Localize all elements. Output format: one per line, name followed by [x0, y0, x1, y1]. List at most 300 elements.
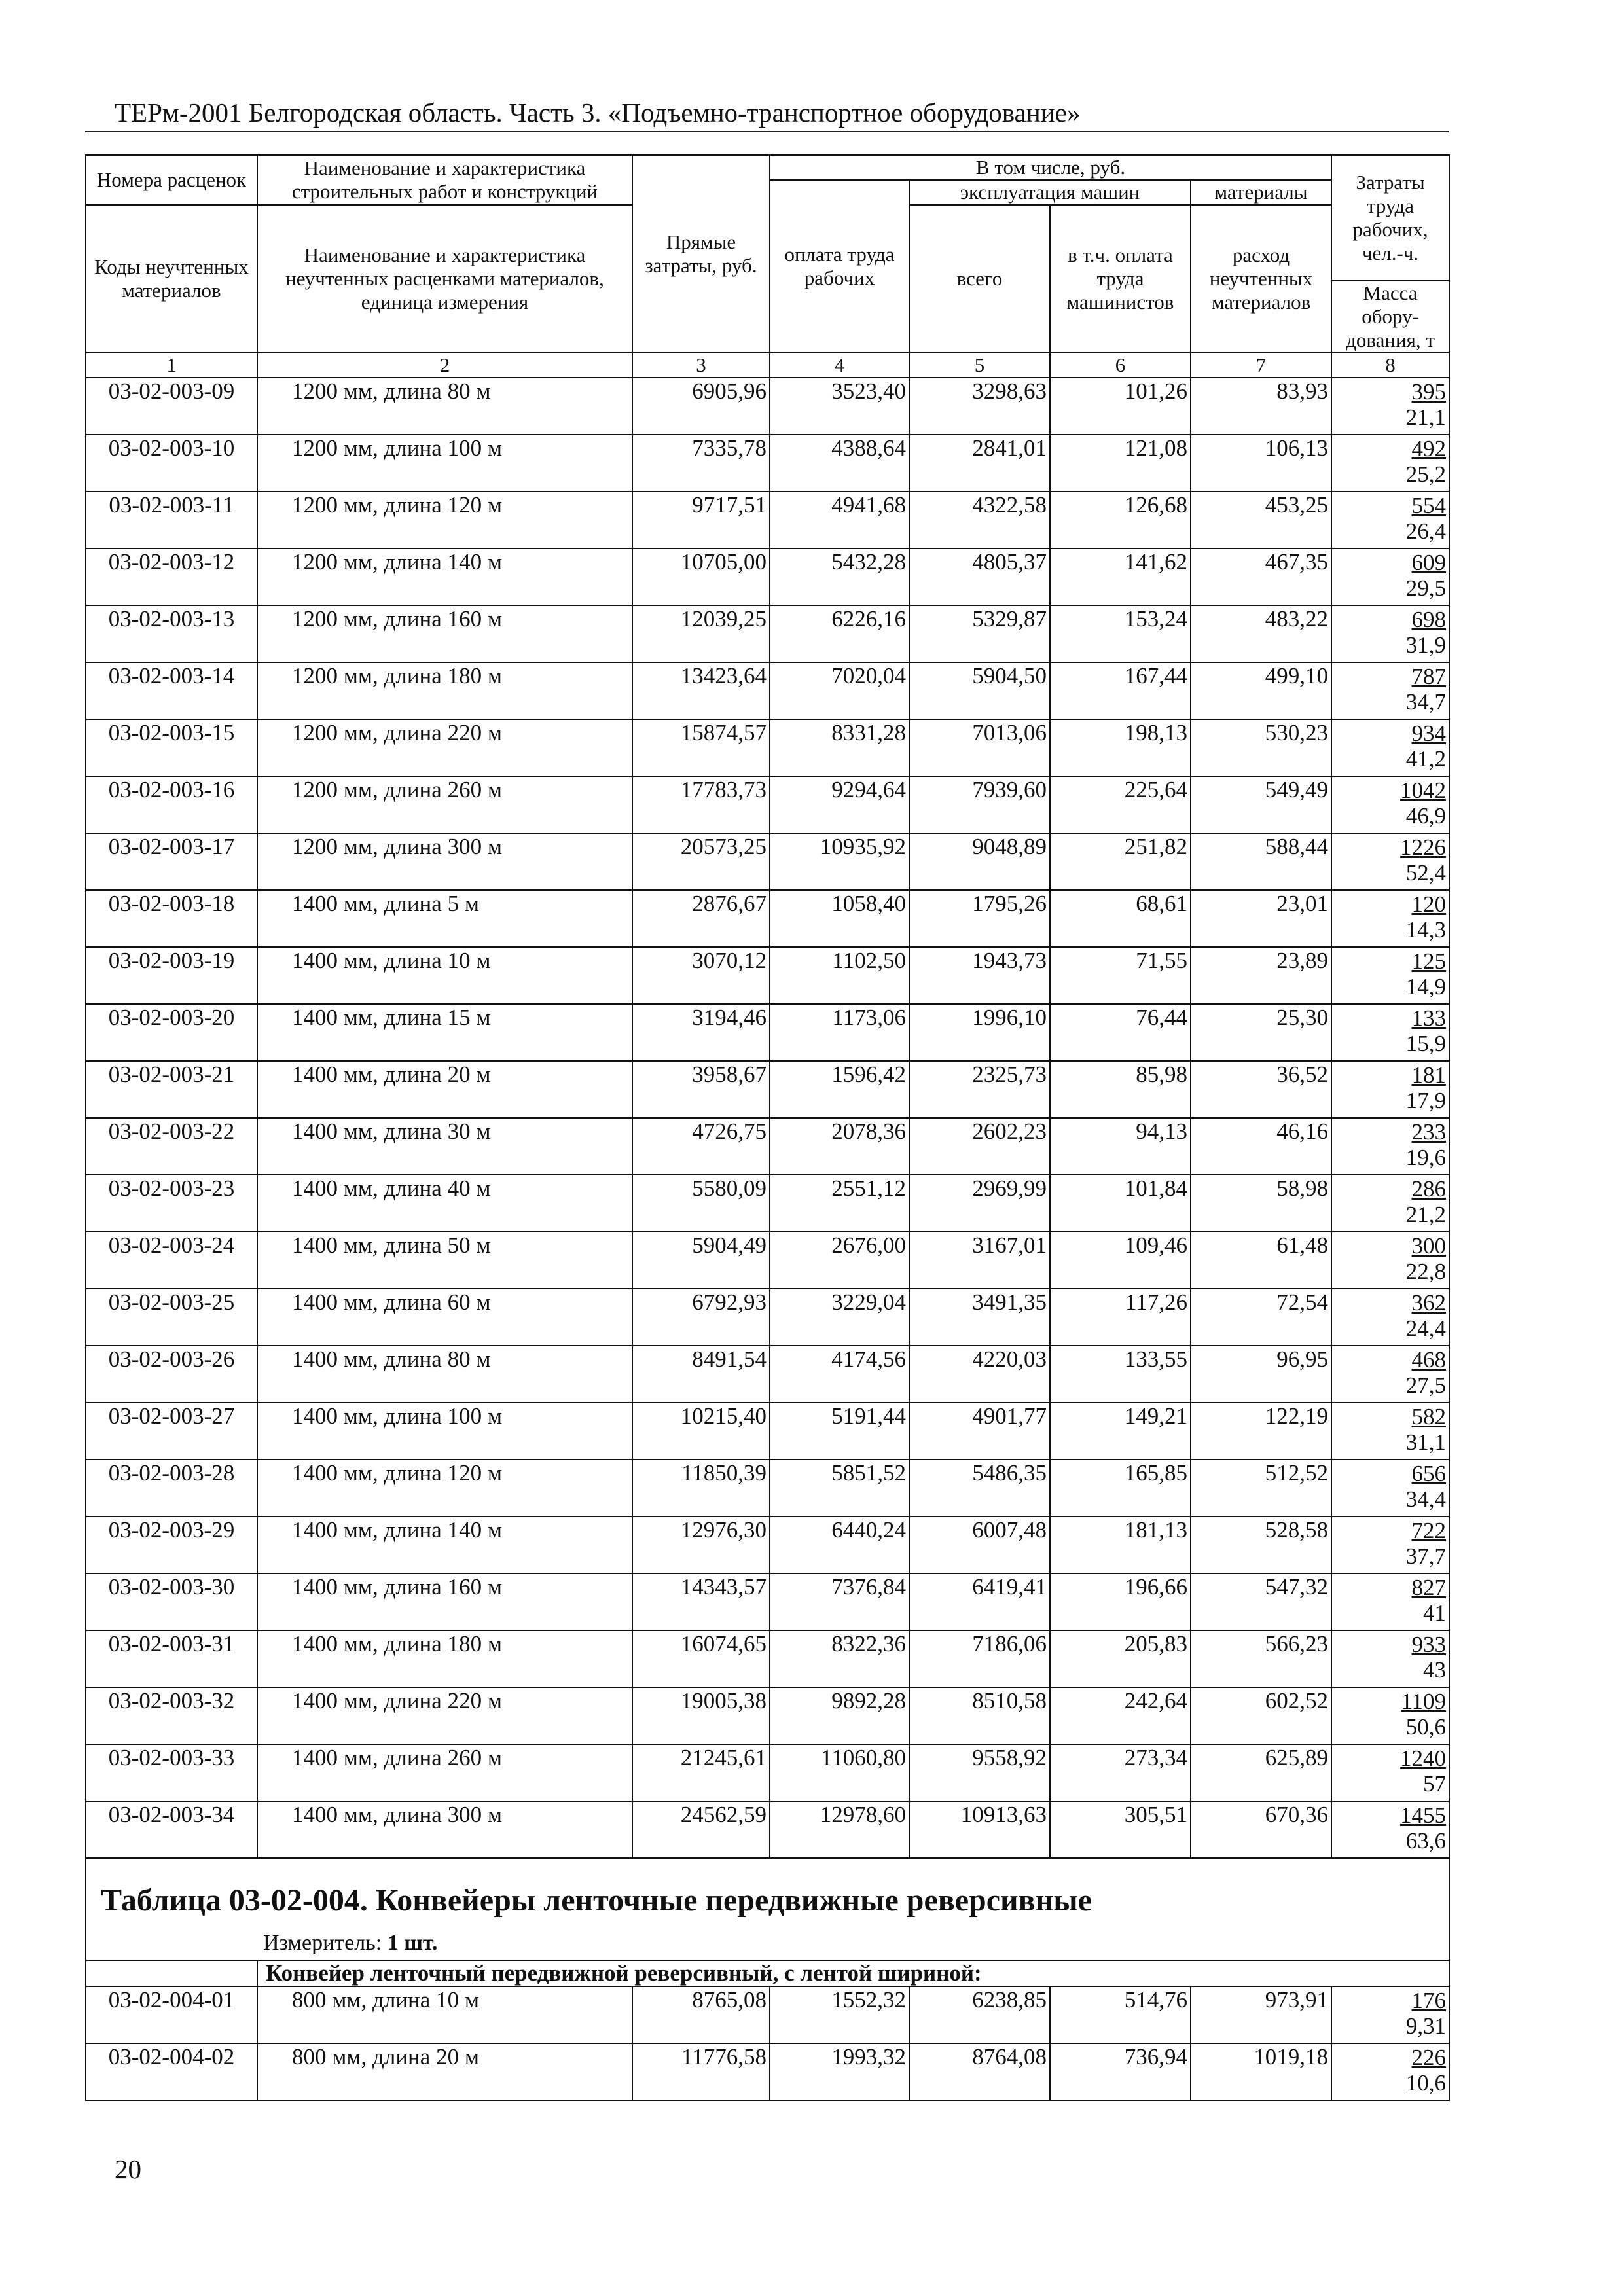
labor-hours-value: 300: [1411, 1233, 1447, 1259]
rate-name: 1400 мм, длина 5 м: [257, 890, 632, 947]
rate-name: 1200 мм, длина 180 м: [257, 662, 632, 719]
column-number: 4: [770, 353, 909, 378]
rate-name: 1200 мм, длина 260 м: [257, 776, 632, 833]
labor-hours-mass-cell: [1331, 548, 1449, 605]
machine-labor-cost: 121,08: [1050, 435, 1191, 492]
labor-hours-mass-cell: [1331, 435, 1449, 492]
machine-labor-cost: 68,61: [1050, 890, 1191, 947]
mass-value: 15,9: [1405, 1031, 1447, 1056]
material-cost: 670,36: [1191, 1801, 1331, 1858]
mass-value: 37,7: [1405, 1543, 1447, 1569]
rate-code: 03-02-003-32: [86, 1687, 257, 1744]
labor-hours-value: 656: [1411, 1461, 1447, 1486]
rate-name: 1200 мм, длина 100 м: [257, 435, 632, 492]
labor-cost: 12978,60: [770, 1801, 909, 1858]
rate-name: 1400 мм, длина 120 м: [257, 1460, 632, 1516]
rate-name: 1400 мм, длина 80 м: [257, 1346, 632, 1403]
table-row: [86, 1232, 1449, 1289]
labor-hours-mass-cell: [1331, 1630, 1449, 1687]
rate-name: 1400 мм, длина 220 м: [257, 1687, 632, 1744]
labor-hours-mass-cell: [1331, 1744, 1449, 1801]
material-cost: 83,93: [1191, 378, 1331, 435]
material-cost: 467,35: [1191, 548, 1331, 605]
direct-cost: 4726,75: [632, 1118, 770, 1175]
machine-cost: 2325,73: [909, 1061, 1050, 1118]
labor-cost: 4388,64: [770, 435, 909, 492]
machine-cost: 7186,06: [909, 1630, 1050, 1687]
labor-hours-mass-cell: [1331, 1460, 1449, 1516]
mass-value: 22,8: [1405, 1259, 1447, 1284]
table-row: [86, 1687, 1449, 1744]
labor-cost: 1552,32: [770, 1986, 909, 2043]
material-cost: 58,98: [1191, 1175, 1331, 1232]
labor-cost: 11060,80: [770, 1744, 909, 1801]
labor-hours-mass-cell: [1331, 1986, 1449, 2043]
machine-labor-cost: 273,34: [1050, 1744, 1191, 1801]
table-row: [86, 890, 1449, 947]
labor-hours-mass-cell: [1331, 1289, 1449, 1346]
rate-code: 03-02-004-01: [86, 1986, 257, 2043]
rate-name: 1400 мм, длина 140 м: [257, 1516, 632, 1573]
labor-hours-value: 286: [1411, 1176, 1447, 1202]
direct-cost: 11776,58: [632, 2043, 770, 2100]
subheading-row: [86, 1960, 1449, 1986]
rate-name: 1400 мм, длина 10 м: [257, 947, 632, 1004]
table-row: [86, 2043, 1449, 2100]
machine-cost: 8510,58: [909, 1687, 1050, 1744]
material-cost: 549,49: [1191, 776, 1331, 833]
machine-cost: 7939,60: [909, 776, 1050, 833]
material-cost: 61,48: [1191, 1232, 1331, 1289]
machine-cost: 3167,01: [909, 1232, 1050, 1289]
labor-hours-mass-cell: [1331, 378, 1449, 435]
labor-hours-value: 233: [1411, 1119, 1447, 1145]
material-cost: 566,23: [1191, 1630, 1331, 1687]
machine-cost: 6419,41: [909, 1573, 1050, 1630]
rate-name: 1400 мм, длина 40 м: [257, 1175, 632, 1232]
machine-cost: 2602,23: [909, 1118, 1050, 1175]
section-title-row: [86, 1858, 1449, 1960]
direct-cost: 19005,38: [632, 1687, 770, 1744]
labor-hours-value: 125: [1411, 948, 1447, 974]
rate-name: 1400 мм, длина 20 м: [257, 1061, 632, 1118]
mass-value: 57: [1423, 1771, 1447, 1797]
machine-labor-cost: 126,68: [1050, 492, 1191, 548]
mass-value: 50,6: [1405, 1714, 1447, 1740]
labor-hours-mass-cell: [1331, 2043, 1449, 2100]
unit-label: Измеритель:: [263, 1931, 382, 1955]
rate-code: 03-02-003-12: [86, 548, 257, 605]
material-cost: 512,52: [1191, 1460, 1331, 1516]
labor-cost: 10935,92: [770, 833, 909, 890]
machine-cost: 1996,10: [909, 1004, 1050, 1061]
labor-cost: 4174,56: [770, 1346, 909, 1403]
rate-code: 03-02-003-17: [86, 833, 257, 890]
mass-value: 41,2: [1405, 746, 1447, 772]
rate-name: 1400 мм, длина 260 м: [257, 1744, 632, 1801]
table-row: [86, 1403, 1449, 1460]
labor-hours-mass-cell: [1331, 1004, 1449, 1061]
direct-cost: 11850,39: [632, 1460, 770, 1516]
rate-code: 03-02-003-34: [86, 1801, 257, 1858]
mass-value: 34,7: [1405, 689, 1447, 715]
labor-hours-mass-cell: [1331, 1801, 1449, 1858]
machine-cost: 5486,35: [909, 1460, 1050, 1516]
direct-cost: 7335,78: [632, 435, 770, 492]
direct-cost: 3194,46: [632, 1004, 770, 1061]
machine-labor-cost: 76,44: [1050, 1004, 1191, 1061]
table-row: [86, 1004, 1449, 1061]
labor-cost: 9294,64: [770, 776, 909, 833]
labor-cost: 1596,42: [770, 1061, 909, 1118]
rate-code: 03-02-003-13: [86, 605, 257, 662]
machine-cost: 9048,89: [909, 833, 1050, 890]
table-row: [86, 1744, 1449, 1801]
labor-hours-mass-cell: [1331, 947, 1449, 1004]
rate-name: 1400 мм, длина 15 м: [257, 1004, 632, 1061]
direct-cost: 15874,57: [632, 719, 770, 776]
material-cost: 530,23: [1191, 719, 1331, 776]
labor-hours-mass-cell: [1331, 1061, 1449, 1118]
labor-hours-value: 827: [1411, 1575, 1447, 1600]
machine-labor-cost: 153,24: [1050, 605, 1191, 662]
labor-cost: 3229,04: [770, 1289, 909, 1346]
machine-labor-cost: 109,46: [1050, 1232, 1191, 1289]
machine-labor-cost: 117,26: [1050, 1289, 1191, 1346]
machine-cost: 2841,01: [909, 435, 1050, 492]
labor-cost: 2676,00: [770, 1232, 909, 1289]
rate-code: 03-02-003-23: [86, 1175, 257, 1232]
labor-hours-mass-cell: [1331, 719, 1449, 776]
direct-cost: 21245,61: [632, 1744, 770, 1801]
machine-labor-cost: 225,64: [1050, 776, 1191, 833]
direct-cost: 5904,49: [632, 1232, 770, 1289]
col-header-labor: оплата труда рабочих: [770, 180, 909, 353]
mass-value: 21,1: [1405, 404, 1447, 430]
mass-value: 41: [1423, 1600, 1447, 1626]
table-row: [86, 1516, 1449, 1573]
rate-code: 03-02-003-29: [86, 1516, 257, 1573]
rate-name: 1400 мм, длина 180 м: [257, 1630, 632, 1687]
labor-cost: 2551,12: [770, 1175, 909, 1232]
column-number: 5: [909, 353, 1050, 378]
labor-hours-mass-cell: [1331, 662, 1449, 719]
labor-hours-mass-cell: [1331, 1687, 1449, 1744]
machine-labor-cost: 85,98: [1050, 1061, 1191, 1118]
machine-cost: 1943,73: [909, 947, 1050, 1004]
mass-value: 25,2: [1405, 461, 1447, 487]
machine-cost: 6007,48: [909, 1516, 1050, 1573]
material-cost: 483,22: [1191, 605, 1331, 662]
table-row: [86, 1175, 1449, 1232]
labor-hours-value: 1109: [1401, 1689, 1447, 1714]
material-cost: 96,95: [1191, 1346, 1331, 1403]
machine-labor-cost: 736,94: [1050, 2043, 1191, 2100]
labor-cost: 3523,40: [770, 378, 909, 435]
rate-code: 03-02-003-19: [86, 947, 257, 1004]
machine-cost: 8764,08: [909, 2043, 1050, 2100]
direct-cost: 9717,51: [632, 492, 770, 548]
rate-name: 1200 мм, длина 120 м: [257, 492, 632, 548]
rate-code: 03-02-004-02: [86, 2043, 257, 2100]
col-header-materials: материалы: [1191, 180, 1331, 205]
rate-name: 1200 мм, длина 220 м: [257, 719, 632, 776]
col-header-group: В том числе, руб.: [770, 155, 1331, 180]
labor-cost: 7020,04: [770, 662, 909, 719]
labor-hours-value: 492: [1411, 436, 1447, 461]
column-number: 8: [1331, 353, 1449, 378]
mass-value: 34,4: [1405, 1486, 1447, 1512]
rate-code: 03-02-003-26: [86, 1346, 257, 1403]
mass-value: 52,4: [1405, 860, 1447, 886]
labor-hours-value: 554: [1411, 493, 1447, 518]
section-title: Таблица 03-02-004. Конвейеры ленточные передвижные реверсивные: [101, 1883, 1092, 1918]
material-cost: 499,10: [1191, 662, 1331, 719]
material-cost: 46,16: [1191, 1118, 1331, 1175]
rate-code: 03-02-003-14: [86, 662, 257, 719]
column-number: 7: [1191, 353, 1331, 378]
labor-hours-value: 1042: [1400, 778, 1447, 803]
direct-cost: 12976,30: [632, 1516, 770, 1573]
labor-hours-value: 1226: [1400, 834, 1447, 860]
col-header-labor-hours: Затраты труда рабочих, чел.-ч.: [1331, 155, 1449, 281]
machine-cost: 5904,50: [909, 662, 1050, 719]
col-header-machines: эксплуатация машин: [909, 180, 1191, 205]
direct-cost: 5580,09: [632, 1175, 770, 1232]
machine-labor-cost: 133,55: [1050, 1346, 1191, 1403]
labor-hours-mass-cell: [1331, 890, 1449, 947]
direct-cost: 6905,96: [632, 378, 770, 435]
material-cost: 528,58: [1191, 1516, 1331, 1573]
mass-value: 14,9: [1405, 974, 1447, 999]
mass-value: 19,6: [1405, 1145, 1447, 1170]
rate-code: 03-02-003-11: [86, 492, 257, 548]
rate-code: 03-02-003-21: [86, 1061, 257, 1118]
labor-cost: 5432,28: [770, 548, 909, 605]
rate-name: 1200 мм, длина 300 м: [257, 833, 632, 890]
direct-cost: 10215,40: [632, 1403, 770, 1460]
col-header-material-use: расход неучтенных материалов: [1191, 205, 1331, 353]
mass-value: 46,9: [1405, 803, 1447, 829]
labor-hours-value: 226: [1411, 2045, 1447, 2070]
header-rule: [85, 131, 1449, 132]
labor-hours-value: 120: [1411, 891, 1447, 917]
labor-hours-value: 787: [1411, 664, 1447, 689]
labor-cost: 1058,40: [770, 890, 909, 947]
table-row: [86, 492, 1449, 548]
rate-name: 1400 мм, длина 50 м: [257, 1232, 632, 1289]
rate-code: 03-02-003-10: [86, 435, 257, 492]
table-row: [86, 548, 1449, 605]
material-cost: 106,13: [1191, 435, 1331, 492]
machine-labor-cost: 94,13: [1050, 1118, 1191, 1175]
col-header-codes: Номера расценок: [86, 155, 257, 205]
labor-cost: 9892,28: [770, 1687, 909, 1744]
rate-name: 1200 мм, длина 160 м: [257, 605, 632, 662]
rate-code: 03-02-003-33: [86, 1744, 257, 1801]
rate-code: 03-02-003-18: [86, 890, 257, 947]
table-row: [86, 1630, 1449, 1687]
mass-value: 29,5: [1405, 575, 1447, 601]
material-cost: 122,19: [1191, 1403, 1331, 1460]
labor-hours-mass-cell: [1331, 1232, 1449, 1289]
material-cost: 1019,18: [1191, 2043, 1331, 2100]
machine-labor-cost: 251,82: [1050, 833, 1191, 890]
mass-value: 63,6: [1405, 1828, 1447, 1854]
machine-cost: 4901,77: [909, 1403, 1050, 1460]
machine-labor-cost: 101,84: [1050, 1175, 1191, 1232]
mass-value: 17,9: [1405, 1088, 1447, 1113]
labor-hours-value: 933: [1411, 1632, 1447, 1657]
mass-value: 43: [1423, 1657, 1447, 1683]
table-row: [86, 662, 1449, 719]
machine-cost: 3298,63: [909, 378, 1050, 435]
labor-hours-mass-cell: [1331, 1573, 1449, 1630]
table-row: [86, 1061, 1449, 1118]
labor-hours-mass-cell: [1331, 1118, 1449, 1175]
rate-name: 800 мм, длина 20 м: [257, 2043, 632, 2100]
labor-hours-value: 609: [1411, 550, 1447, 575]
page-number: 20: [115, 2154, 141, 2184]
rate-name: 800 мм, длина 10 м: [257, 1986, 632, 2043]
labor-hours-mass-cell: [1331, 833, 1449, 890]
material-cost: 72,54: [1191, 1289, 1331, 1346]
direct-cost: 12039,25: [632, 605, 770, 662]
labor-hours-value: 1240: [1400, 1746, 1447, 1771]
column-number: 3: [632, 353, 770, 378]
subheading: Конвейер ленточный передвижной реверсивный, с лентой шириной:: [257, 1960, 1449, 1986]
labor-hours-value: 1455: [1400, 1803, 1447, 1828]
rate-name: 1200 мм, длина 140 м: [257, 548, 632, 605]
labor-cost: 8322,36: [770, 1630, 909, 1687]
col-header-mach-labor: в т.ч. оплата труда машинистов: [1050, 205, 1191, 353]
material-cost: 36,52: [1191, 1061, 1331, 1118]
table-row: [86, 1801, 1449, 1858]
labor-hours-value: 698: [1411, 607, 1447, 632]
labor-cost: 6226,16: [770, 605, 909, 662]
table-row: [86, 719, 1449, 776]
direct-cost: 8491,54: [632, 1346, 770, 1403]
col-header-name: Наименование и характеристика строительных работ и конструкций: [257, 155, 632, 205]
machine-labor-cost: 205,83: [1050, 1630, 1191, 1687]
mass-value: 31,9: [1405, 632, 1447, 658]
machine-labor-cost: 165,85: [1050, 1460, 1191, 1516]
labor-hours-value: 133: [1411, 1005, 1447, 1031]
table-row: [86, 776, 1449, 833]
material-cost: 588,44: [1191, 833, 1331, 890]
direct-cost: 24562,59: [632, 1801, 770, 1858]
material-cost: 23,89: [1191, 947, 1331, 1004]
labor-cost: 1993,32: [770, 2043, 909, 2100]
machine-labor-cost: 181,13: [1050, 1516, 1191, 1573]
col-header-mass: Масса обору-дования, т: [1331, 281, 1449, 353]
direct-cost: 3070,12: [632, 947, 770, 1004]
machine-cost: 10913,63: [909, 1801, 1050, 1858]
table-row: [86, 1289, 1449, 1346]
machine-labor-cost: 71,55: [1050, 947, 1191, 1004]
machine-labor-cost: 196,66: [1050, 1573, 1191, 1630]
labor-cost: 4941,68: [770, 492, 909, 548]
rate-name: 1400 мм, длина 100 м: [257, 1403, 632, 1460]
col-header-material-codes: Коды неучтенных материалов: [86, 205, 257, 353]
machine-cost: 6238,85: [909, 1986, 1050, 2043]
machine-cost: 2969,99: [909, 1175, 1050, 1232]
machine-labor-cost: 242,64: [1050, 1687, 1191, 1744]
labor-hours-value: 934: [1411, 721, 1447, 746]
machine-labor-cost: 149,21: [1050, 1403, 1191, 1460]
direct-cost: 14343,57: [632, 1573, 770, 1630]
rate-name: 1200 мм, длина 80 м: [257, 378, 632, 435]
labor-hours-mass-cell: [1331, 1403, 1449, 1460]
price-table: [85, 154, 1450, 2101]
machine-cost: 4220,03: [909, 1346, 1050, 1403]
direct-cost: 2876,67: [632, 890, 770, 947]
labor-hours-mass-cell: [1331, 1175, 1449, 1232]
labor-hours-mass-cell: [1331, 1346, 1449, 1403]
rate-name: 1400 мм, длина 30 м: [257, 1118, 632, 1175]
labor-cost: 2078,36: [770, 1118, 909, 1175]
running-header: ТЕРм-2001 Белгородская область. Часть 3. «Подъемно-транспортное оборудование»: [115, 98, 1081, 128]
direct-cost: 17783,73: [632, 776, 770, 833]
unit-line: [86, 1922, 1449, 1960]
material-cost: 602,52: [1191, 1687, 1331, 1744]
table-row: [86, 1573, 1449, 1630]
col-header-mach-total: всего: [909, 205, 1050, 353]
rate-code: 03-02-003-28: [86, 1460, 257, 1516]
table-row: [86, 435, 1449, 492]
rate-code: 03-02-003-09: [86, 378, 257, 435]
machine-labor-cost: 167,44: [1050, 662, 1191, 719]
column-number: 1: [86, 353, 257, 378]
machine-cost: 4322,58: [909, 492, 1050, 548]
machine-labor-cost: 101,26: [1050, 378, 1191, 435]
direct-cost: 16074,65: [632, 1630, 770, 1687]
unit-value: 1 шт.: [387, 1931, 438, 1955]
mass-value: 10,6: [1405, 2070, 1447, 2096]
labor-hours-value: 722: [1411, 1518, 1447, 1543]
table-row: [86, 605, 1449, 662]
material-cost: 973,91: [1191, 1986, 1331, 2043]
material-cost: 547,32: [1191, 1573, 1331, 1630]
machine-cost: 7013,06: [909, 719, 1050, 776]
labor-hours-value: 468: [1411, 1347, 1447, 1372]
labor-hours-mass-cell: [1331, 492, 1449, 548]
column-number: 2: [257, 353, 632, 378]
labor-hours-value: 362: [1411, 1290, 1447, 1316]
direct-cost: 10705,00: [632, 548, 770, 605]
machine-cost: 3491,35: [909, 1289, 1050, 1346]
labor-hours-value: 395: [1411, 379, 1447, 404]
machine-cost: 1795,26: [909, 890, 1050, 947]
material-cost: 625,89: [1191, 1744, 1331, 1801]
rate-code: 03-02-003-25: [86, 1289, 257, 1346]
labor-cost: 1102,50: [770, 947, 909, 1004]
machine-cost: 5329,87: [909, 605, 1050, 662]
labor-hours-value: 176: [1411, 1988, 1447, 2013]
labor-hours-mass-cell: [1331, 776, 1449, 833]
rate-code: 03-02-003-16: [86, 776, 257, 833]
labor-cost: 7376,84: [770, 1573, 909, 1630]
subheading-blank: [86, 1960, 257, 1986]
direct-cost: 20573,25: [632, 833, 770, 890]
direct-cost: 3958,67: [632, 1061, 770, 1118]
col-header-material-name: Наименование и характеристика неучтенных расценками материалов, единица измерения: [257, 205, 632, 353]
column-number-row: [86, 353, 1449, 378]
labor-cost: 5851,52: [770, 1460, 909, 1516]
mass-value: 9,31: [1405, 2013, 1447, 2039]
direct-cost: 6792,93: [632, 1289, 770, 1346]
machine-cost: 4805,37: [909, 548, 1050, 605]
